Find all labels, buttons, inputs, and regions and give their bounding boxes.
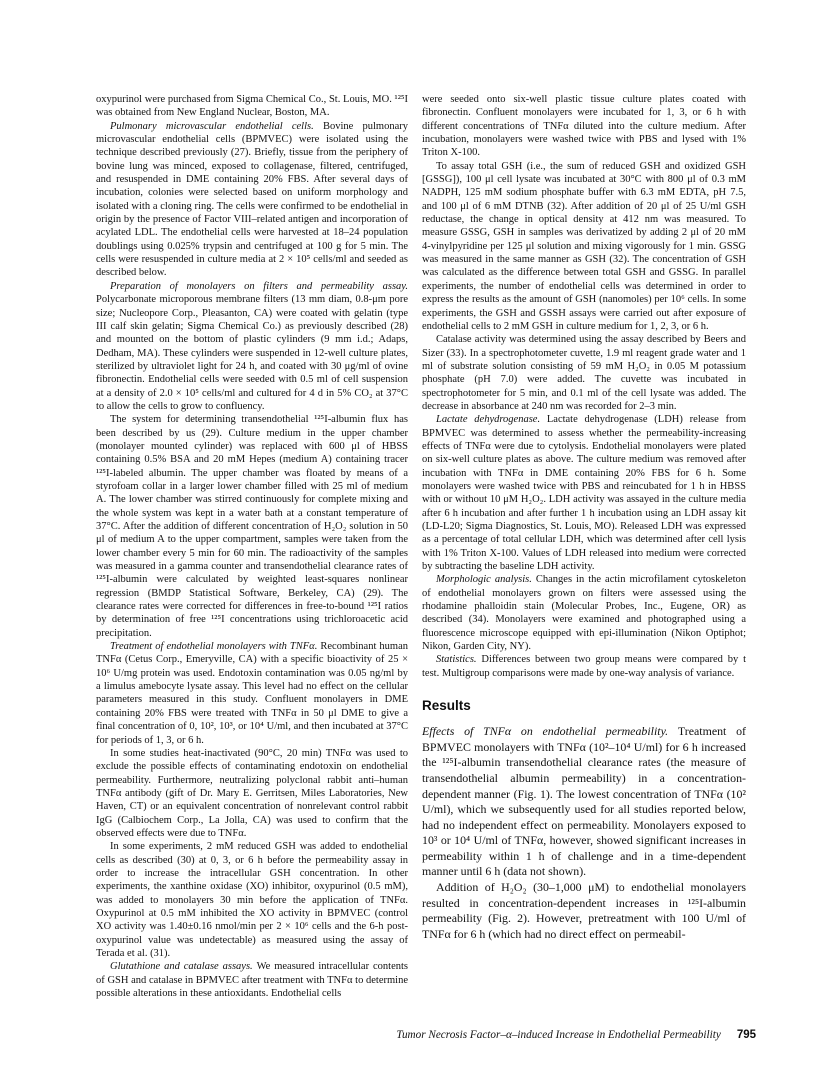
paragraph-lead: Statistics. — [436, 654, 482, 666]
paragraph-lead: Treatment of endothelial monolayers with TNFα. — [110, 641, 321, 653]
paragraph-lead: Preparation of monolayers on filters and permeability assay. — [110, 280, 408, 292]
paragraph-lead: Pulmonary microvascular endothelial cells. — [110, 120, 323, 132]
paragraph: Pulmonary microvascular endothelial cells. Bovine pulmonary microvascular endothelial cells (BPMVEC) were isolated using the technique described previously (27). Briefly, tissue from the periphery of bovine lung was minced, exposed to collagenase, filtered, centrifuged, and resuspended in DME containing 20% FBS. After several days of incubation, colonies were selected based on uniform morphology and isolated with a cloning ring. The cells were confirmed to be endothelial in origin by the presence of Factor VIII–related antigen and incorporation of acylated LDL. The endothelial cells were harvested at 18–24 population doublings using 0.025% trypsin and centrifuged at 100 g for 5 min. The cells were resuspended in culture media at 2 × 10⁵ cells/ml and seeded as described below. — [96, 120, 408, 279]
paragraph: In some studies heat-inactivated (90°C, 20 min) TNFα was used to exclude the possible effects of contaminating endotoxin on endothelial permeability. Furthermore, neutralizing polyclonal rabbit anti–human TNFα antibody (gift of Dr. Mary E. Gerritsen, Miles Laboratories, New Haven, CT) or an equivalent concentration of nonrelevant control rabbit IgG (Calbiochem Corp., La Jolla, CA) was used to confirm that the observed effects were due to TNFα. — [96, 747, 408, 839]
paragraph: To assay total GSH (i.e., the sum of reduced GSH and oxidized GSH [GSSG]), 100 μl cell lysate was incubated at 30°C with 800 μl of 0.3 mM NADPH, 125 mM sodium phosphate buffer with 6.3 mM EDTA, pH 7.5, and 100 μl of 6 mM DTNB (32). After addition of 20 μl of 25 U/ml GSH reductase, the change in optical density at 412 nm was measured. To measure GSSG, GSH in samples was derivatized by adding 2 μl of 20 mM 4-vinylpyridine per 125 μl solution and mixing vigorously for 1 min. GSSG was measured in the same manner as GSH (32). The concentration of GSH was calculated as the difference between total GSH and GSSG. In parallel experiments, the number of endothelial cells was determined in order to express the results as the amount of GSH (nanomoles) per 10⁶ cells. In some experiments, the GSH and GSSH assays were carried out after exposure of endothelial cells to 2 mM GSH in culture medium for 1, 2, 3, or 6 h. — [422, 160, 746, 332]
page-number: 795 — [736, 1029, 756, 1041]
paragraph: Morphologic analysis. Changes in the actin microfilament cytoskeleton of endothelial monolayers grown on filters were assessed using the rhodamine phalloidin stain (Molecular Probes, Inc., Eugene, OR) as described (34). Monolayers were examined and photographed using a fluorescence microscope equipped with epi-illumination (Nikon Optiphot; Nikon, Garden City, NY). — [422, 574, 746, 653]
paragraph: The system for determining transendothelial ¹²⁵I-albumin flux has been described by us (29). Culture medium in the upper chamber (monolayer mounted cylinder) was replaced with 600 μl of HBSS containing 0.5% BSA and 20 mM Hepes (medium A) containing tracer ¹²⁵I-labeled albumin. The upper chamber was floated by means of a styrofoam collar in a larger lower chamber filled with 25 ml of medium A. The lower chamber was stirred continuously for complete mixing and the whole system was kept in a water bath at a constant temperature of 37°C. After the addition of different concentration of H₂O₂ solution in 50 μl of medium A to the upper compartment, samples were taken from the lower chamber every 5 min for 60 min. The radioactivity of the samples was measured in a gamma counter and transendothelial clearance rates of ¹²⁵I-albumin were calculated by weighted least-squares nonlinear regression (BMDP Statistical Software, Berkeley, CA) (29). The clearance rates were corrected for differences in free-to-bound ¹²⁵I ratios by determination of free ¹²⁵I concentrations using trichloroacetic acid precipitation. — [96, 414, 408, 639]
paragraph: were seeded onto six-well plastic tissue culture plates coated with fibronectin. Confluent monolayers were incubated for 1, 3, or 6 h with different concentrations of TNFα diluted into the culture medium. After incubation, monolayers were washed twice with PBS and lysed with 1% Triton X-100. — [422, 94, 746, 159]
paragraph: Lactate dehydrogenase. Lactate dehydrogenase (LDH) release from BPMVEC was determined to assess whether the permeability-increasing effects of TNFα were due to cytolysis. Endothelial monolayers were plated on six-well culture plates as above. The culture medium was removed after incubation with TNFα in DME containing 20% FBS for 6 h. Some monolayers were washed twice with PBS and reincubated for 1 h in HBSS with or without 10 μM H₂O₂. LDH activity was assayed in the culture media after 6 h incubation and after further 1 h incubation using an LDH assay kit (LD-L20; Sigma Diagnostics, St. Louis, MO). Released LDH was expressed as a percentage of total cellular LDH, which was determined after cell lysis with 1% Triton X-100. Values of LDH released into medium were corrected by subtracting the baseline LDH activity. — [422, 414, 746, 573]
paragraph: In some experiments, 2 mM reduced GSH was added to endothelial cells as described (30) at 0, 3, or 6 h before the permeability assay in order to increase the intracellular GSH concentration. In other experiments, the xanthine oxidase (XO) inhibitor, oxypurinol (0.5 mM), was added to monolayers 30 min before the application of TNFα. Oxypurinol at 0.5 mM inhibited the XO activity in BPMVEC (control XO activity was 1.40±0.16 nmol/min per 2 × 10⁶ cells and the 6-h post-oxypurinol value was undetectable) as measured using the assay of Terada et al. (31). — [96, 841, 408, 959]
paragraph: oxypurinol were purchased from Sigma Chemical Co., St. Louis, MO. ¹²⁵I was obtained from New England Nuclear, Boston, MA. — [96, 94, 408, 119]
two-column-text-area — [96, 93, 746, 1000]
paragraph: Statistics. Differences between two group means were compared by t test. Multigroup comparisons were made by one-way analysis of variance. — [422, 654, 747, 679]
paragraph: Effects of TNFα on endothelial permeability. Treatment of BPMVEC monolayers with TNFα (10²–10⁴ U/ml) for 6 h increased the ¹²⁵I-albumin transendothelial clearance rates (the measure of transendothelial albumin permeability) in a concentration-dependent manner (Fig. 1). The lowest concentration of TNFα (10² U/ml), which we subsequently used for all studies reported below, had no independent effect on permeability. Monolayers exposed to 10³ or 10⁴ U/ml of TNFα, however, showed significant increases in permeability within 1 h of challenge and in a time-dependent manner until 6 h (data not shown). — [422, 724, 746, 879]
paragraph: Preparation of monolayers on filters and permeability assay. Polycarbonate microporous membrane filters (13 mm diam, 0.8-μm pore size; Nucleopore Corp., Pleasanton, CA) were coated with gelatin (type III calf skin gelatin; Sigma Chemical Co.) as previously described (28) and mounted on the bottom of plastic cylinders (9 mm i.d.; Adaps, Dedham, MA). These cylinders were suspended in 12-well culture plates, sterilized by ultraviolet light for 24 h, and coated with 30 μg/ml of ovine fibronectin. Endothelial cells were seeded with 0.5 ml of cell suspension at a density of 2.0 × 10⁵ cells/ml and cultured for 4 d in 5% CO₂ at 37°C to allow the cells to grow to confluency. — [96, 280, 408, 412]
paragraph: Treatment of endothelial monolayers with TNFα. Recombinant human TNFα (Cetus Corp., Emeryville, CA) with a specific bioactivity of 25 × 10⁶ U/mg protein was used. Endotoxin contamination was 0.05 ng/ml by a limulus amebocyte lysate assay. This level had no effect on the cellular parameters measured in this study. Confluent monolayers in DME containing 20% FBS were treated with TNFα in 50 μl DME to give a final concentration of 0, 10², 10³, or 10⁴ U/ml, and then incubated at 37°C for periods of 1, 3, or 6 h. — [96, 641, 408, 746]
paragraph-lead: Lactate dehydrogenase. — [436, 414, 547, 426]
paragraph: Addition of H₂O₂ (30–1,000 μM) to endothelial monolayers resulted in concentration-dependent increases in ¹²⁵I-albumin permeability (Fig. 2). However, pretreatment with 100 U/ml of TNFα for 6 h (which had no direct effect on permeabil- — [422, 880, 746, 941]
section-heading: Results — [422, 698, 471, 714]
paragraph-lead: Morphologic analysis. — [436, 574, 536, 586]
paragraph-lead: Effects of TNFα on endothelial permeability. — [422, 724, 678, 739]
paragraph-lead: Glutathione and catalase assays. — [110, 961, 257, 973]
running-title: Tumor Necrosis Factor–α–induced Increase in Endothelial Permeability — [396, 1029, 721, 1041]
paragraph: Glutathione and catalase assays. We measured intracellular contents of GSH and catalase in BPMVEC after treatment with TNFα to determine possible alterations in these antioxidants. Endothelial cells — [96, 961, 408, 1000]
right-column — [422, 93, 746, 1000]
left-column — [96, 93, 408, 1000]
paragraph: Catalase activity was determined using the assay described by Beers and Sizer (33). In a spectrophotometer cuvette, 1.9 ml reagent grade water and 1 ml of substrate solution consisting of 59 mM H₂O₂ in 0.05 M potassium phosphate (pH 7.0) were added. The cuvette was incubated in spectrophotometer for 5 min, and 0.1 ml of the cell lysate was added. The decrease in absorbance at 240 nm was recorded for 2–3 min. — [422, 334, 746, 412]
page-footer — [96, 1025, 756, 1043]
